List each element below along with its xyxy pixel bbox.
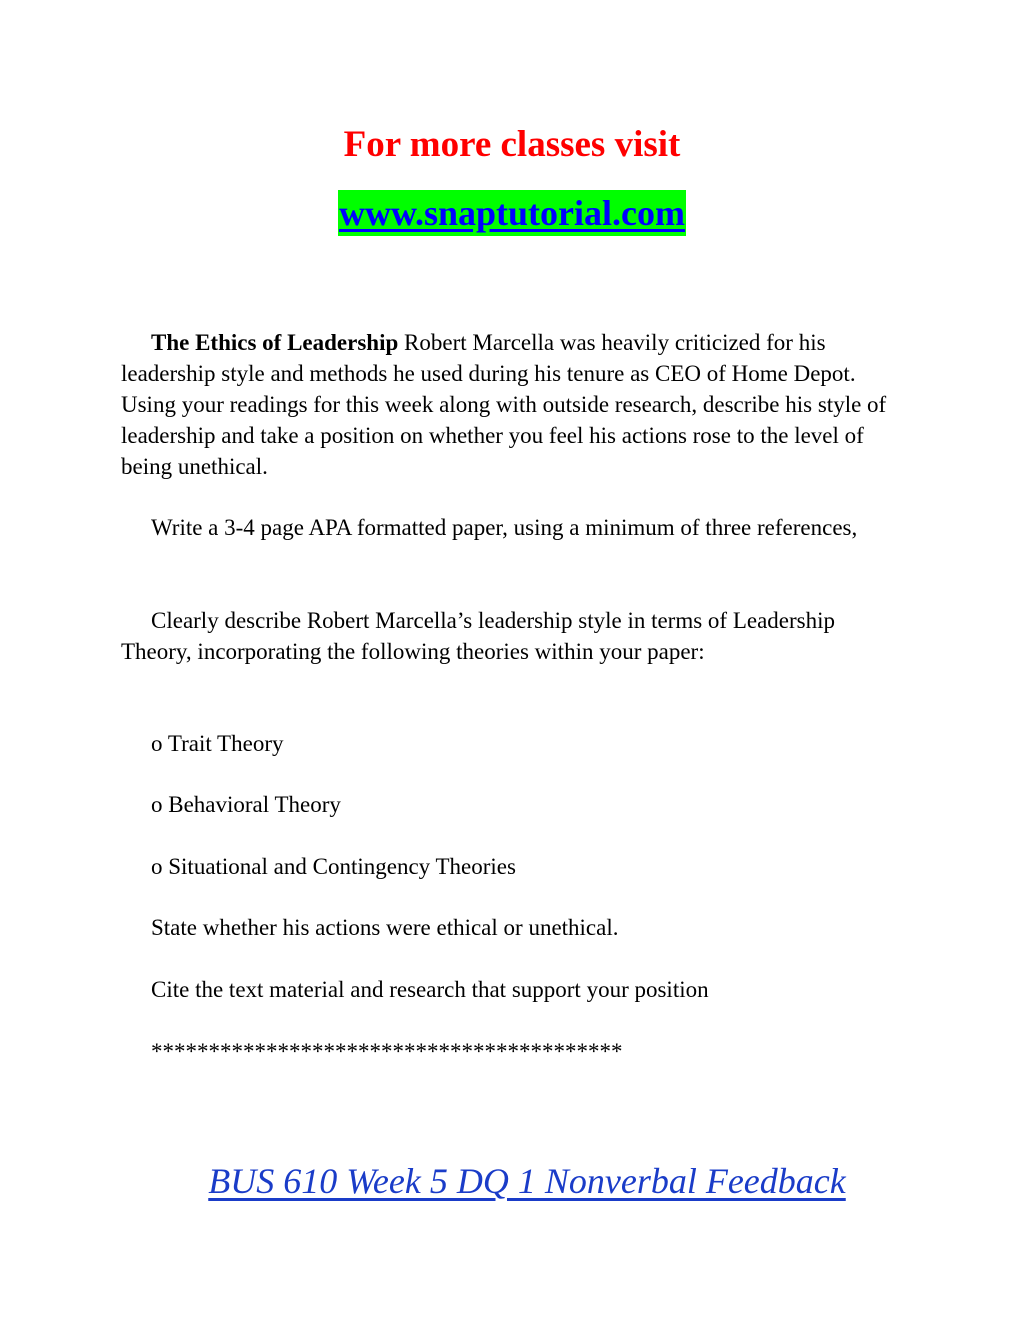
list-item: o Situational and Contingency Theories	[151, 854, 516, 879]
header-title-text: For more classes visit	[343, 124, 681, 165]
footer-link-container	[0, 1158, 1024, 1204]
intro-paragraph	[121, 327, 911, 482]
header-link-container	[0, 190, 1024, 236]
ethical-paragraph: State whether his actions were ethical or unethical.	[151, 915, 619, 940]
theory-item-1	[121, 728, 911, 759]
paragraph-apa	[121, 512, 911, 543]
site-link[interactable]: www.snaptutorial.com	[338, 190, 686, 236]
apa-paragraph: Write a 3-4 page APA formatted paper, using a minimum of three references,	[151, 515, 858, 540]
document-body	[121, 327, 911, 482]
intro-text: Robert Marcella was heavily criticized for his leadership style and methods he used during his tenure as CEO of Home Depot. Using your readings for this week along with outside research, describe his style of leadership and take a position on whether you feel his actions rose to the level of being unethical.	[121, 330, 887, 479]
page-title	[0, 122, 1024, 168]
cite-paragraph: Cite the text material and research that support your position	[151, 977, 709, 1002]
paragraph-cite	[121, 974, 911, 1005]
list-item: o Trait Theory	[151, 731, 284, 756]
footer-course-link[interactable]: BUS 610 Week 5 DQ 1 Nonverbal Feedback	[208, 1161, 846, 1201]
separator-stars	[121, 1036, 911, 1067]
stars-divider: *****************************************	[151, 1039, 623, 1064]
theory-paragraph: Clearly describe Robert Marcella’s leadership style in terms of Leadership Theory, incorporating the following theories within your paper:	[121, 608, 836, 664]
theory-item-3	[121, 851, 911, 882]
paragraph-theory	[121, 605, 911, 667]
list-item: o Behavioral Theory	[151, 792, 341, 817]
theory-item-2	[121, 789, 911, 820]
paragraph-ethical	[121, 912, 911, 943]
intro-heading: The Ethics of Leadership	[151, 330, 399, 355]
